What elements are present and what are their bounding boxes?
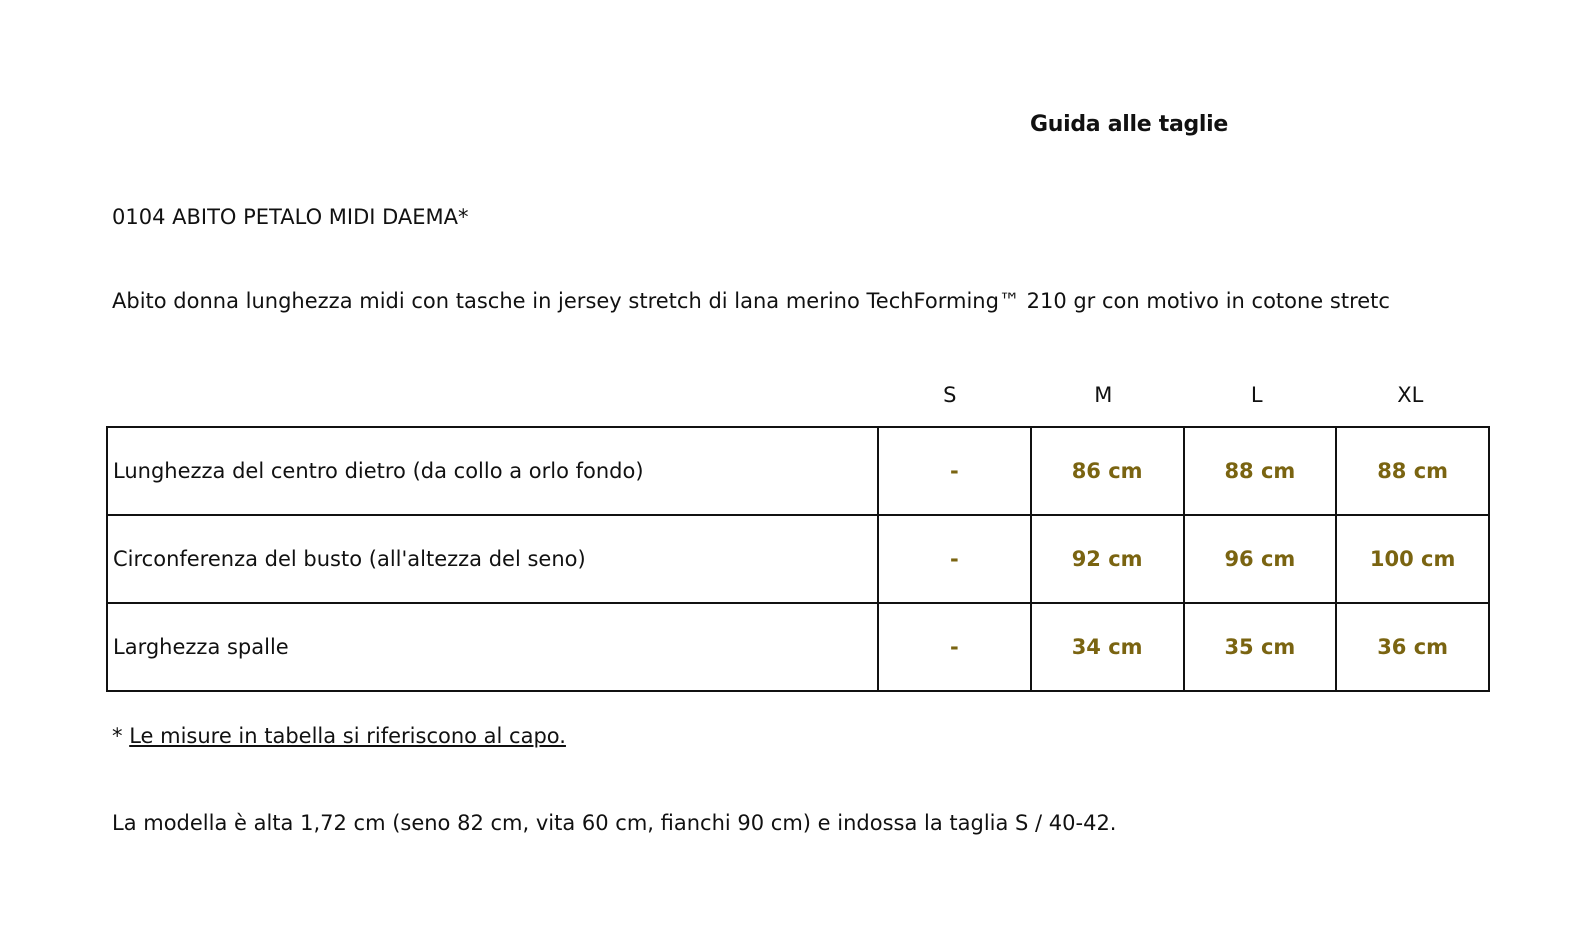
row-label: Larghezza spalle [107, 603, 878, 691]
value-cell: 34 cm [1031, 603, 1184, 691]
value-cell: 92 cm [1031, 515, 1184, 603]
table-row [107, 515, 1489, 603]
size-header-m: M [1094, 383, 1113, 407]
value-cell: 100 cm [1336, 515, 1489, 603]
value-cell: 86 cm [1031, 427, 1184, 515]
value-cell: - [878, 427, 1031, 515]
size-header-row [873, 383, 1487, 407]
size-header-xl: XL [1397, 383, 1424, 407]
value-cell: 96 cm [1184, 515, 1337, 603]
value-cell: 88 cm [1336, 427, 1489, 515]
page-title: Guida alle taglie [1030, 112, 1229, 137]
value-cell: 88 cm [1184, 427, 1337, 515]
value-cell: 35 cm [1184, 603, 1337, 691]
size-table [106, 426, 1490, 692]
row-label: Circonferenza del busto (all'altezza del seno) [107, 515, 878, 603]
measurement-note [112, 724, 566, 748]
measurement-note-link[interactable]: Le misure in tabella si riferiscono al capo. [129, 724, 566, 748]
value-cell: - [878, 603, 1031, 691]
value-cell: - [878, 515, 1031, 603]
row-label: Lunghezza del centro dietro (da collo a orlo fondo) [107, 427, 878, 515]
model-info: La modella è alta 1,72 cm (seno 82 cm, vita 60 cm, fianchi 90 cm) e indossa la taglia S / 40-42. [112, 811, 1117, 835]
product-description: Abito donna lunghezza midi con tasche in jersey stretch di lana merino TechForming™ 210 gr con motivo in cotone stretc [112, 289, 1390, 313]
table-row [107, 603, 1489, 691]
product-code: 0104 ABITO PETALO MIDI DAEMA* [112, 205, 469, 229]
size-header-s: S [943, 383, 957, 407]
size-header-l: L [1250, 383, 1263, 407]
value-cell: 36 cm [1336, 603, 1489, 691]
note-asterisk: * [112, 724, 130, 748]
table-row [107, 427, 1489, 515]
